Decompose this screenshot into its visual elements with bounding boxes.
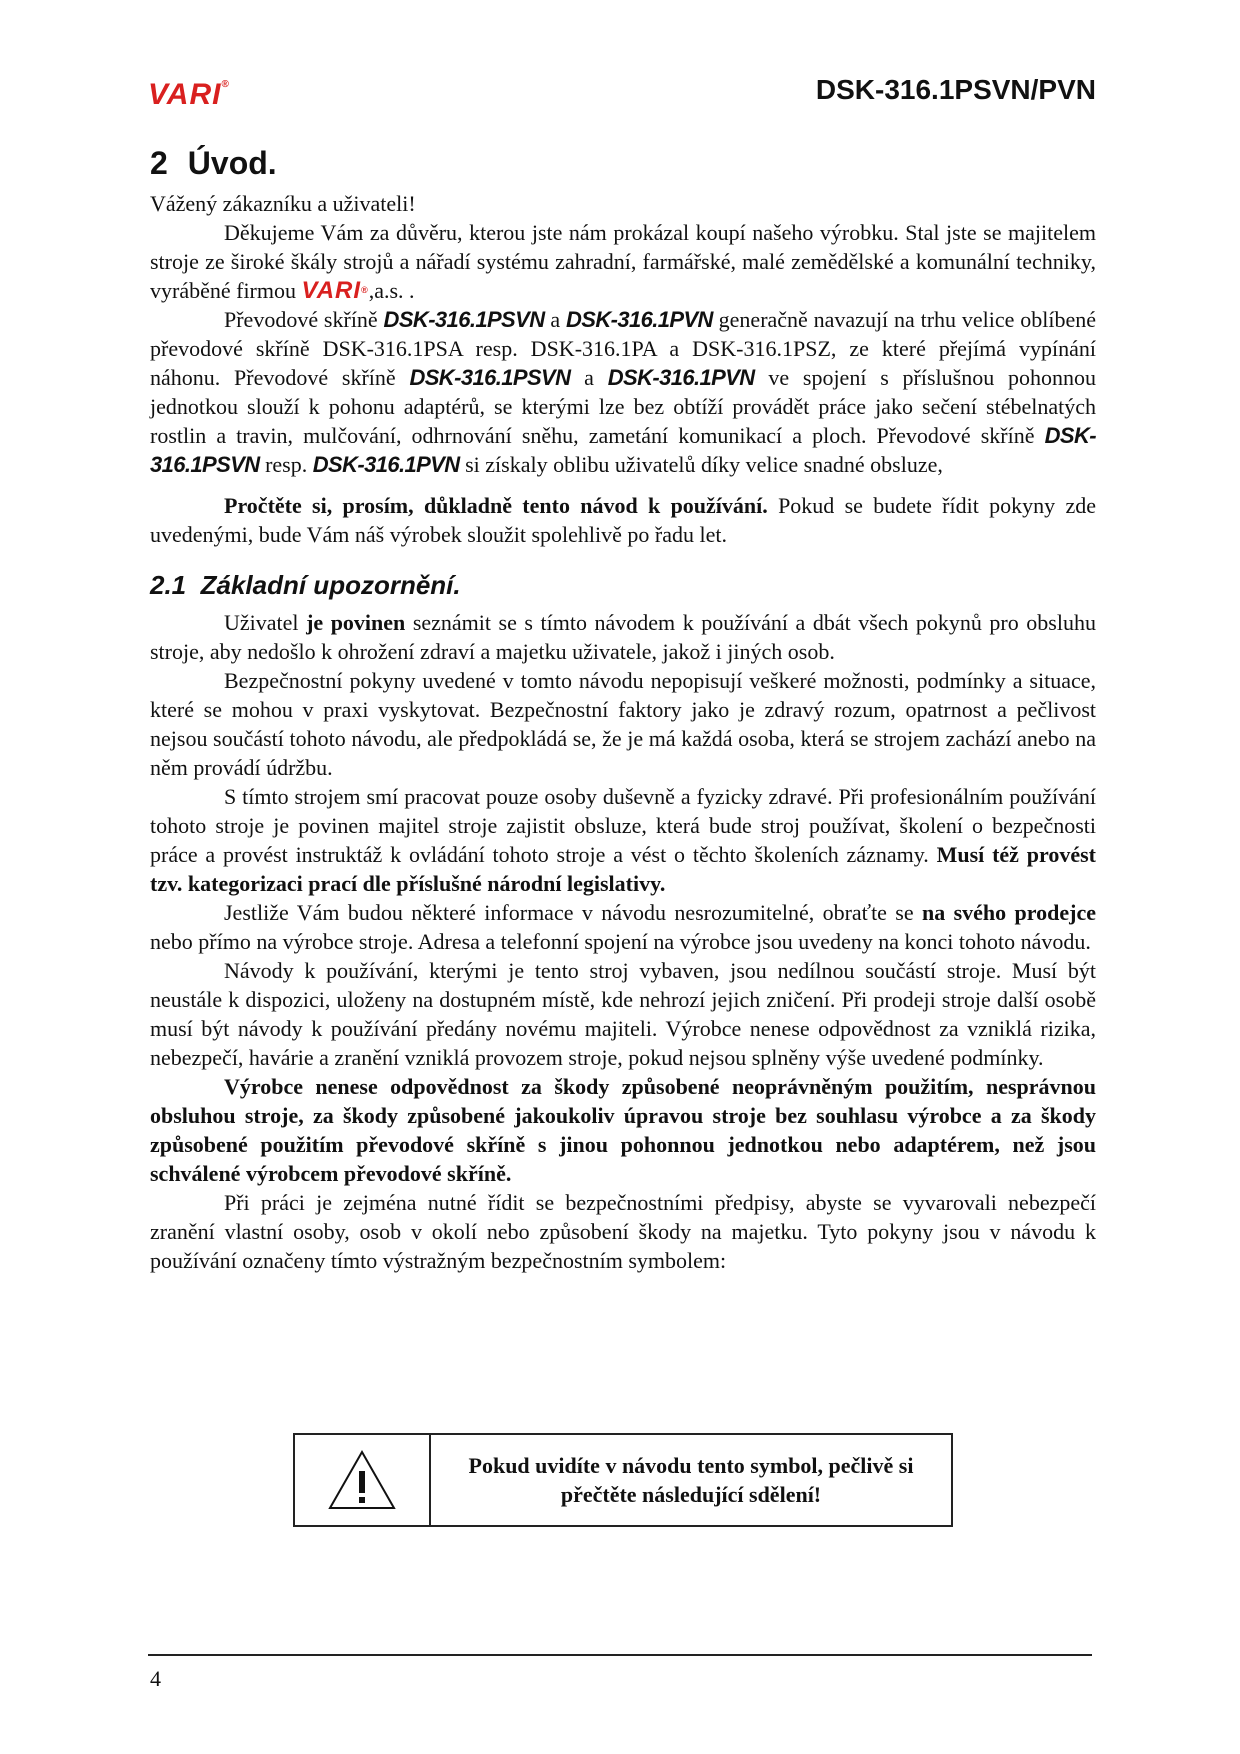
basic-paragraph-3: [150, 782, 1096, 898]
intro-p2-resp: resp.: [259, 452, 313, 478]
basic-p1-text-b: seznámit se s tímto návodem k používání a dbát všech pokynů pro obsluhu stroje, aby nedošlo k ohrožení zdraví a majetku uživatele, jakož i jiných osob.: [150, 609, 1096, 664]
intro-paragraph-3: [150, 491, 1096, 549]
inline-logo-text: VARI: [301, 277, 362, 305]
read-manual-notice: Pročtěte si, prosím, důkladně tento návod k používání.: [224, 493, 768, 519]
basic-p3-bold: Musí též provést tzv. kategorizaci prací dle příslušné národní legislativy.: [150, 841, 1096, 896]
subsection-title: Základní upozornění.: [200, 570, 461, 601]
intro-paragraph-1: [150, 218, 1096, 305]
logo-text: VARI: [148, 78, 222, 111]
basic-p1-bold: je povinen: [306, 609, 406, 635]
warning-icon-cell: [295, 1435, 431, 1525]
basic-paragraph-2: Bezpečnostní pokyny uvedené v tomto návodu nepopisují veškeré možnosti, podmínky a situace, které se mohou v praxi vyskytovat. Bezpečnostní faktory jako je zdravý rozum, opatrnost a pečlivost nejsou součástí tohoto návodu, ale předpokládá se, že je má každá osoba, která se strojem zachází anebo na něm provádí údržbu.: [150, 667, 1096, 780]
intro-p2-and-2: a: [570, 365, 608, 391]
basic-p4-bold: na svého prodejce: [922, 899, 1096, 925]
product-name: DSK-316.1PSVN: [383, 307, 545, 333]
intro-p2-and-1: a: [544, 307, 566, 333]
basic-paragraph-5: Návody k používání, kterými je tento stroj vybaven, jsou nedílnou součástí stroje. Musí být neustále k dispozici, uloženy na dostupném místě, kde nehrozí jejich zničení. Při prodeji stroje další osobě musí být návody k používání předány novému majiteli. Výrobce nenese odpovědnost za vzniklá rizika, nebezpečí, havárie a zranění vzniklá provozem stroje, pokud nejsou splněny výše uvedené podmínky.: [150, 957, 1096, 1070]
subsection-heading: [150, 571, 1096, 600]
logo-registered-mark: ®: [221, 79, 230, 90]
warning-box: [293, 1433, 953, 1527]
intro-p2-text-a: Převodové skříně: [224, 307, 384, 333]
greeting-paragraph: Vážený zákazníku a uživateli!: [150, 191, 416, 217]
product-name: DSK-316.1PVN: [565, 307, 713, 333]
product-name: DSK-316.1PSVN: [150, 423, 1096, 478]
document-code: DSK-316.1PSVN/PVN: [815, 74, 1096, 105]
basic-p1-text-a: Uživatel: [224, 609, 307, 635]
product-name: DSK-316.1PVN: [607, 365, 755, 391]
basic-paragraph-4: [150, 898, 1096, 956]
warning-text: Pokud uvidíte v návodu tento symbol, pečlivě si přečtěte následující sdělení!: [468, 1453, 914, 1507]
basic-paragraph-6: [150, 1072, 1096, 1188]
section-heading: [150, 146, 1096, 181]
intro-p1-text: Děkujeme Vám za důvěru, kterou jste nám prokázal koupí našeho výrobku. Stal jste se majitelem stroje ze široké škály strojů a nářadí systému zahradní, farmářské, malé zemědělské a komunální techniky, vyráběné firmou: [150, 220, 1096, 304]
inline-vari-logo: [302, 277, 369, 304]
product-name: DSK-316.1PVN: [312, 452, 460, 478]
intro-p3-text: Pokud se budete řídit pokyny zde uvedenými, bude Vám náš výrobek sloužit spolehlivě po řadu let.: [150, 493, 1096, 548]
section-title: Úvod.: [187, 145, 277, 181]
inline-logo-registered-mark: ®: [361, 285, 369, 296]
warning-triangle-icon: [327, 1449, 397, 1511]
intro-p1-suffix: ,a.s. .: [368, 278, 415, 304]
basic-p3-text: S tímto strojem smí pracovat pouze osoby duševně a fyzicky zdravé. Při profesionálním používání tohoto stroje je povinen majitel stroje zajistit obsluze, která bude stroj používat, školení o bezpečnosti práce a provést instruktáž k ovládání tohoto stroje a vést o těchto školeních záznamy.: [150, 783, 1096, 867]
intro-paragraph-2: [150, 305, 1096, 479]
basic-p4-text-a: Jestliže Vám budou některé informace v návodu nesrozumitelné, obraťte se: [224, 899, 922, 925]
vari-logo: [148, 80, 230, 110]
basic-paragraph-1: [150, 608, 1096, 666]
intro-p2-text-c: ve spojení s příslušnou pohonnou jednotkou slouží k pohonu adaptérů, se kterými lze bez obtíží provádět práce jako sečení stébelnatých rostlin a travin, mulčování, odhrnování sněhu, zametání komunikací a ploch. Převodové skříně: [150, 365, 1096, 449]
liability-disclaimer: Výrobce nenese odpovědnost za škody způsobené neoprávněným použitím, nesprávnou obsluhou stroje, za škody způsobené jakoukoliv úpravou stroje bez souhlasu výrobce a za škody způsobené použitím převodové skříně s jinou pohonnou jednotkou nebo adaptérem, než jsou schválené výrobcem převodové skříně.: [150, 1073, 1096, 1186]
footer-divider: [148, 1654, 1092, 1656]
page-content: [150, 146, 1096, 1275]
page-number: 4: [150, 1666, 161, 1691]
intro-p2-text-d: si získaly oblibu uživatelů díky velice snadné obsluze,: [459, 452, 943, 478]
basic-p4-text-b: nebo přímo na výrobce stroje. Adresa a telefonní spojení na výrobce jsou uvedeny na konci tohoto návodu.: [150, 928, 1091, 954]
intro-p2-text-b: generačně navazují na trhu velice oblíbené převodové skříně DSK-316.1PSA resp. DSK-316.1PA a DSK-316.1PSZ, ze které přejímá vypínání náhonu. Převodové skříně: [150, 307, 1097, 391]
basic-paragraph-7: Při práci je zejména nutné řídit se bezpečnostními předpisy, abyste se vyvarovali nebezpečí zranění vlastní osoby, osob v okolí nebo způsobení škody na majetku. Tyto pokyny jsou v návodu k používání označeny tímto výstražným bezpečnostním symbolem:: [150, 1189, 1096, 1273]
product-name: DSK-316.1PSVN: [409, 365, 571, 391]
subsection-number: 2.1: [150, 570, 187, 601]
section-number: 2: [150, 145, 168, 181]
